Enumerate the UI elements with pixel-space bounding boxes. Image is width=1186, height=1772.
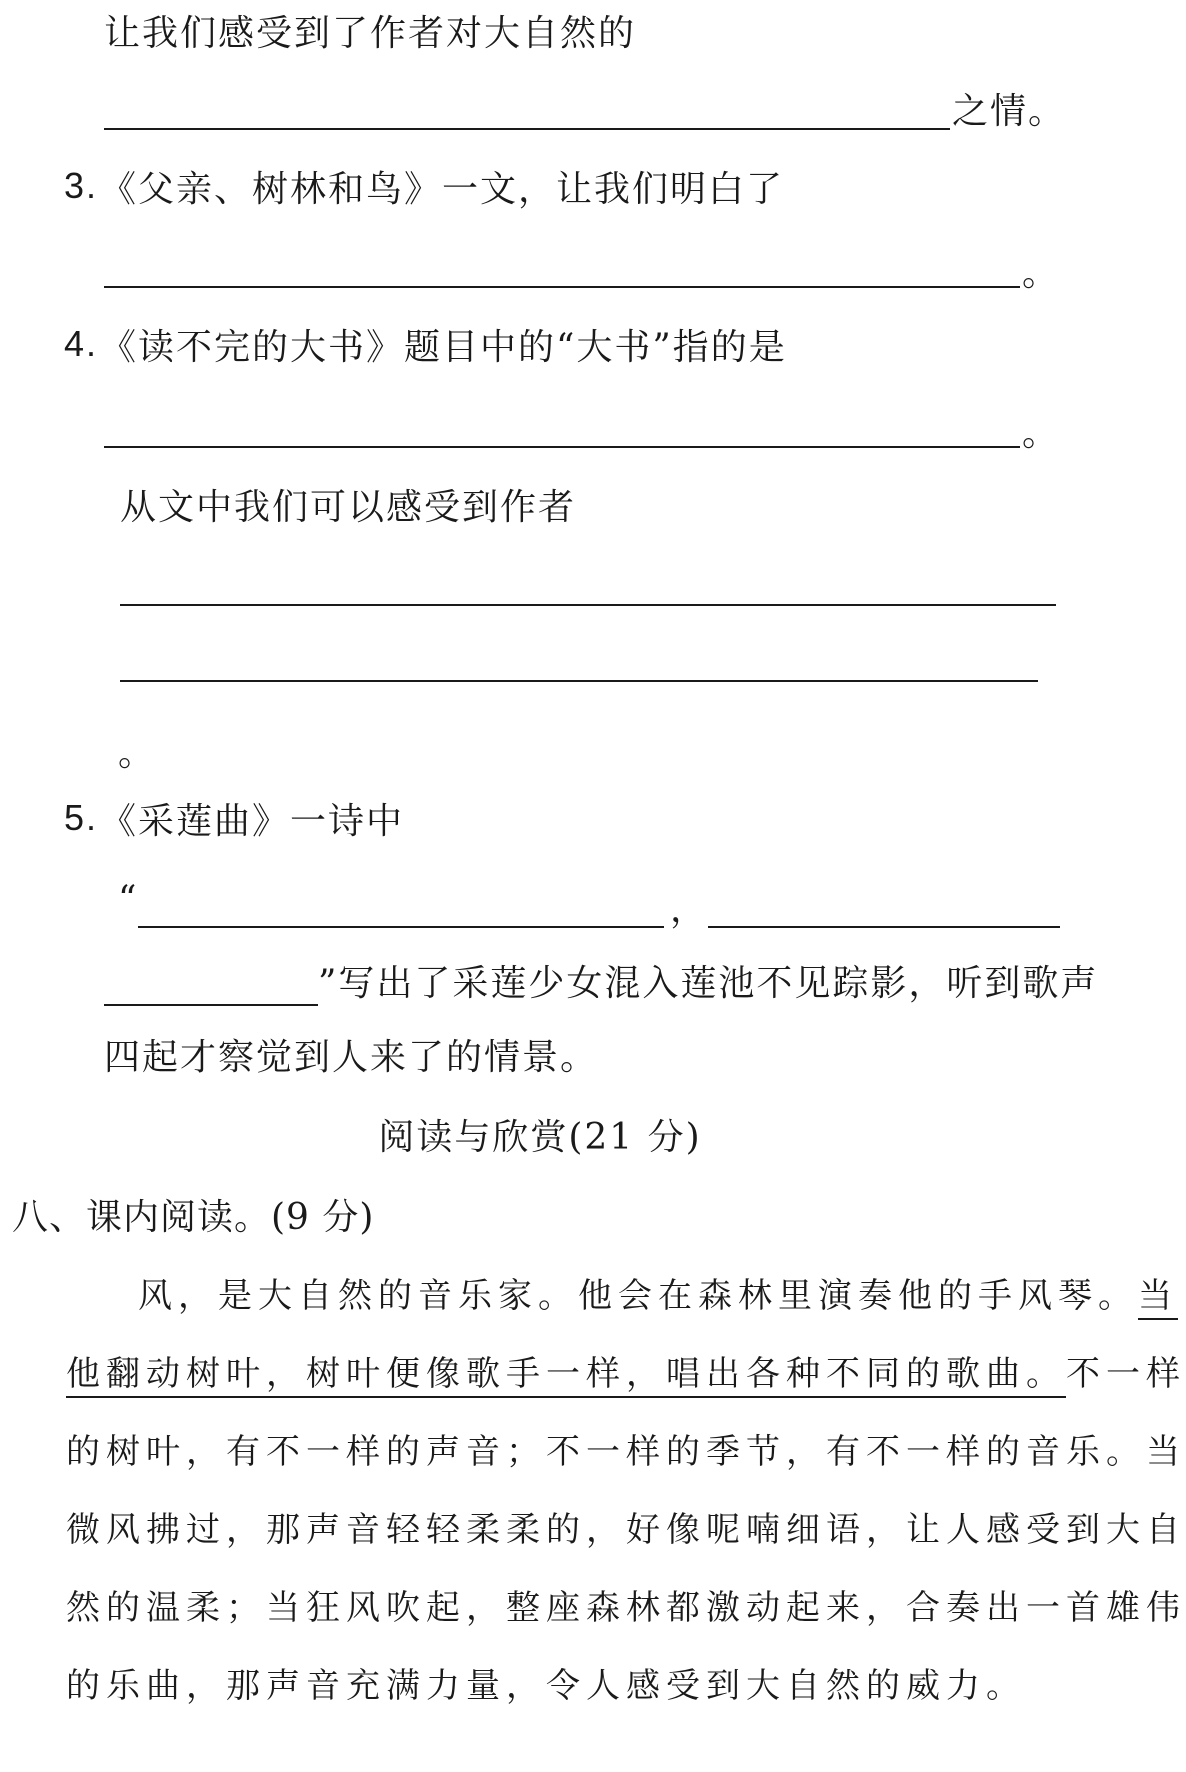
q5-blank-1[interactable] [138, 926, 664, 928]
q5-tail: ”写出了采莲少女混入莲池不见踪影，听到歌声 [318, 963, 1099, 1004]
passage-line-1-text: 风，是大自然的音乐家。他会在森林里演奏他的手风琴。 [138, 1276, 1138, 1316]
q2-end-text: 之情。 [952, 91, 1067, 132]
passage-line-2-rest: 不一样 [1066, 1354, 1186, 1394]
q5-line3: 四起才察觉到人来了的情景。 [104, 1037, 599, 1078]
passage-line-3: 的树叶，有不一样的声音；不一样的季节，有不一样的音乐。当 [66, 1432, 1186, 1472]
part8-heading: 八、课内阅读。(9 分) [12, 1197, 375, 1238]
q5-blank-2[interactable] [708, 926, 1060, 928]
q4-prompt: 《读不完的大书》题目中的“大书”指的是 [100, 327, 787, 368]
q4-sub-blank-2[interactable] [120, 680, 1038, 682]
q5-blank-3[interactable] [104, 1004, 318, 1006]
q5-prompt: 《采莲曲》一诗中 [100, 801, 405, 842]
q3-prompt: 《父亲、树林和鸟》一文，让我们明白了 [100, 169, 785, 210]
q5-open-quote: “ [118, 879, 139, 920]
q4-number: 4. [64, 323, 99, 364]
section-title: 阅读与欣赏(21 分) [378, 1117, 702, 1158]
q4-end-period: 。 [1022, 413, 1061, 454]
passage-line-5: 然的温柔；当狂风吹起，整座森林都激动起来，合奏出一首雄伟 [66, 1588, 1186, 1628]
passage-underlined-sentence: 他翻动树叶，树叶便像歌手一样，唱出各种不同的歌曲。 [66, 1354, 1066, 1398]
q5-number: 5. [64, 797, 99, 838]
passage-line-4: 微风拂过，那声音轻轻柔柔的，好像呢喃细语，让人感受到大自 [66, 1510, 1186, 1550]
q4-answer-blank[interactable] [104, 446, 1020, 448]
q3-number: 3. [64, 165, 99, 206]
q3-answer-blank[interactable] [104, 286, 1020, 288]
q2-line1: 让我们感受到了作者对大自然的 [104, 13, 637, 54]
q2-answer-blank[interactable] [104, 128, 950, 130]
passage-line-1 [138, 1274, 1178, 1318]
q4-sub-blank-1[interactable] [120, 604, 1056, 606]
q3-end-period: 。 [1022, 253, 1061, 294]
q4-sub-prompt: 从文中我们可以感受到作者 [120, 487, 577, 528]
q4-sub-end-period: 。 [118, 733, 157, 774]
passage-line-2 [66, 1352, 1186, 1396]
passage-line-6: 的乐曲，那声音充满力量，令人感受到大自然的威力。 [66, 1666, 1026, 1706]
passage-underlined-start: 当 [1138, 1276, 1178, 1320]
q5-comma: ， [670, 889, 709, 930]
